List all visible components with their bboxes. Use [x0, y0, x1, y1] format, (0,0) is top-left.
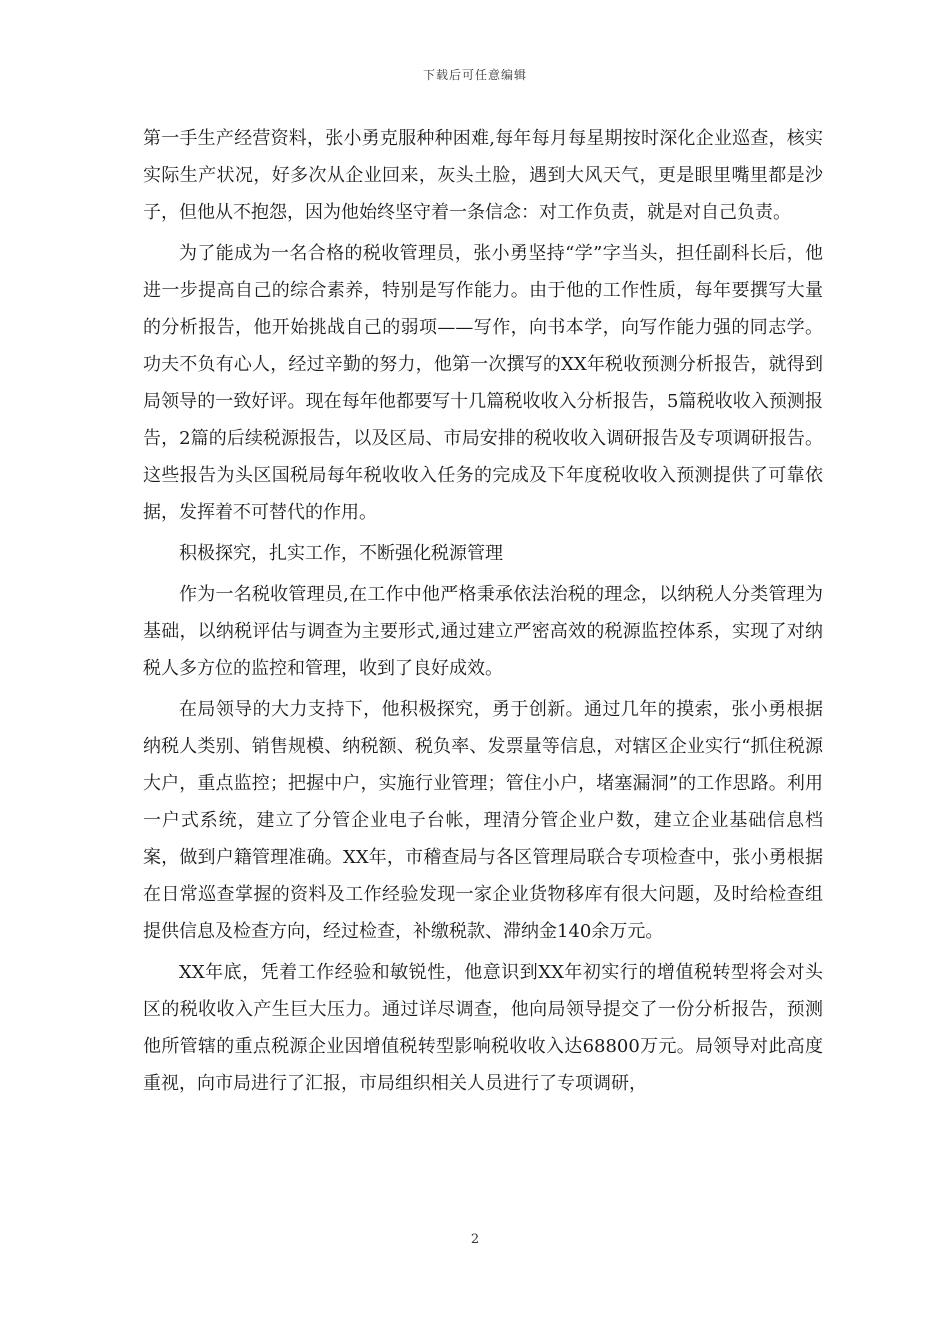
- paragraph-4: 在局领导的大力支持下，他积极探究，勇于创新。通过几年的摸索，张小勇根据纳税人类别、销售规模、纳税额、税负率、发票量等信息，对辖区企业实行“抓住税源大户，重点监控；把握中户，实施行业管理；管住小户，堵塞漏洞”的工作思路。利用一户式系统，建立了分管企业电子台帐，理清分管企业户数，建立企业基础信息档案，做到户籍管理准确。XX年，市稽查局与各区管理局联合专项检查中，张小勇根据在日常巡查掌握的资料及工作经验发现一家企业货物移库有很大问题，及时给检查组提供信息及检查方向，经过检查，补缴税款、滞纳金140余万元。: [143, 699, 823, 942]
- paragraph-5: XX年底，凭着工作经验和敏锐性，他意识到XX年初实行的增值税转型将会对头区的税收收入产生巨大压力。通过详尽调查，他向局领导提交了一份分析报告，预测他所管辖的重点税源企业因增值税转型影响税收收入达68800万元。局领导对此高度重视，向市局进行了汇报，市局组织相关人员进行了专项调研，: [143, 962, 823, 1094]
- paragraph-3: 作为一名税收管理员,在工作中他严格秉承依法治税的理念，以纳税人分类管理为基础，以纳税评估与调查为主要形式,通过建立严密高效的税源监控体系，实现了对纳税人多方位的监控和管理，收到了良好成效。: [143, 584, 823, 679]
- section-heading: 积极探究，扎实工作，不断强化税源管理: [179, 543, 503, 564]
- page-number: 2: [470, 1232, 480, 1247]
- page-header: 下载后可任意编辑: [422, 68, 527, 82]
- paragraph-2: 为了能成为一名合格的税收管理员，张小勇坚持“学”字当头，担任副科长后，他进一步提高自己的综合素养，特别是写作能力。由于他的工作性质，每年要撰写大量的分析报告，他开始挑战自己的弱项——写作，向书本学，向写作能力强的同志学。功夫不负有心人，经过辛勤的努力，他第一次撰写的XX年税收预测分析报告，就得到局领导的一致好评。现在每年他都要写十几篇税收收入分析报告，5篇税收收入预测报告，2篇的后续税源报告，以及区局、市局安排的税收收入调研报告及专项调研报告。这些报告为头区国税局每年税收收入任务的完成及下年度税收收入预测提供了可靠依据，发挥着不可替代的作用。: [143, 243, 823, 523]
- paragraph-1: 第一手生产经营资料，张小勇克服种种困难,每年每月每星期按时深化企业巡查，核实实际生产状况，好多次从企业回来，灰头土脸，遇到大风天气，更是眼里嘴里都是沙子，但他从不抱怨，因为他始终坚守着一条信念：对工作负责，就是对自己负责。: [143, 128, 823, 223]
- document-body: [143, 120, 823, 1106]
